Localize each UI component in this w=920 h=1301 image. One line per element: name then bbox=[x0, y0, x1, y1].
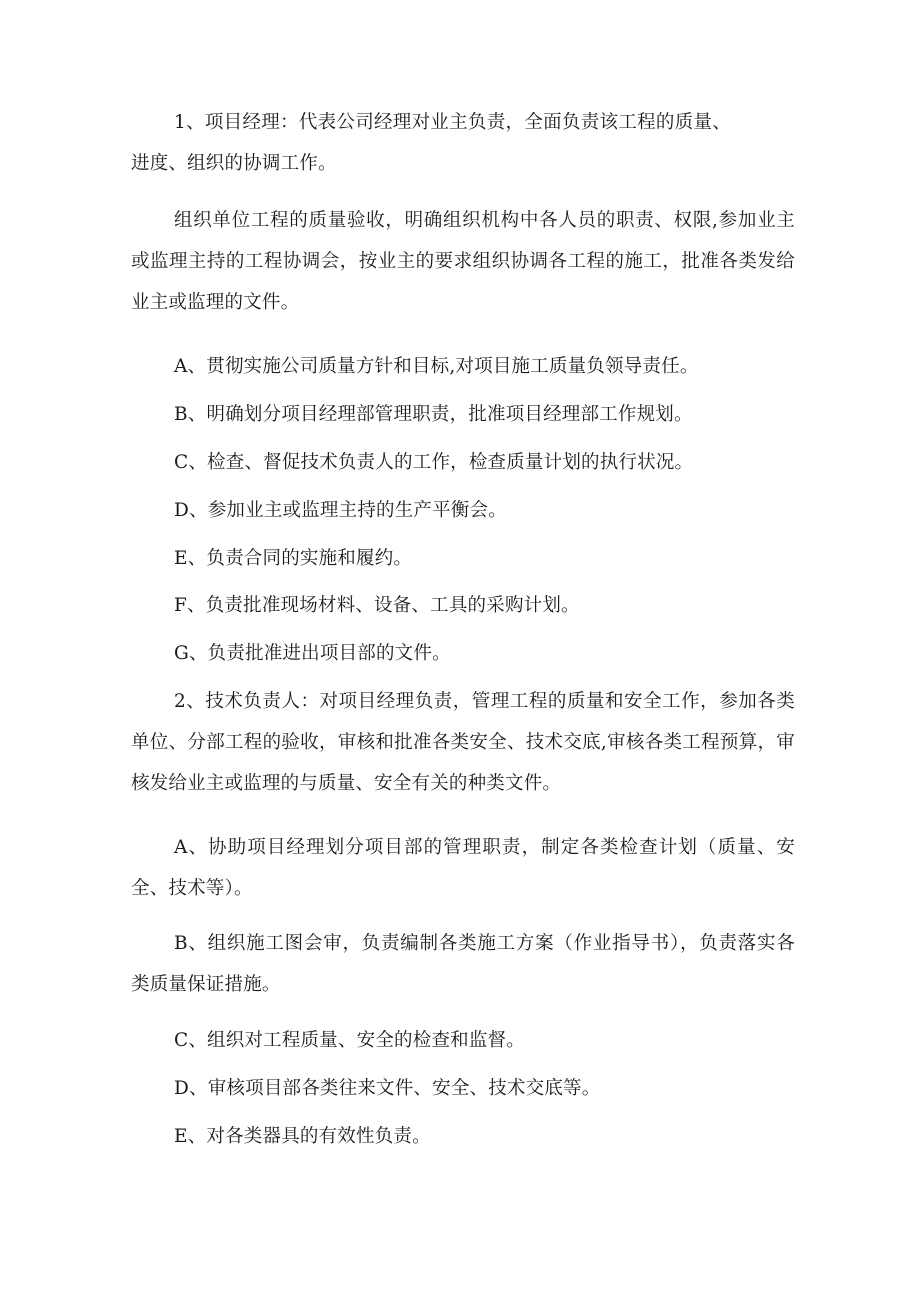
paragraph-tl-a: A、协助项目经理划分项目部的管理职责，制定各类检查计划（质量、安全、技术等）。 bbox=[131, 837, 795, 899]
paragraph-tl-c: C、组织对工程质量、安全的检查和监督。 bbox=[174, 1030, 525, 1051]
paragraph-acceptance: 组织单位工程的质量验收，明确组织机构中各人员的职责、权限,参加业主或监理主持的工程协调会，按业主的要求组织协调各工程的施工，批准各类发给业主或监理的文件。 bbox=[131, 210, 795, 313]
paragraph-pm-c: C、检查、督促技术负责人的工作，检查质量计划的执行状况。 bbox=[174, 452, 694, 473]
paragraph-tl-b: B、组织施工图会审，负责编制各类施工方案（作业指导书），负责落实各类质量保证措施。 bbox=[131, 933, 795, 995]
paragraph-tl-d: D、审核项目部各类往来文件、安全、技术交底等。 bbox=[174, 1078, 601, 1099]
paragraph-pm-e: E、负责合同的实施和履约。 bbox=[174, 548, 413, 569]
paragraph-pm-f: F、负责批准现场材料、设备、工具的采购计划。 bbox=[174, 595, 580, 616]
paragraph-pm-g: G、负责批准进出项目部的文件。 bbox=[174, 643, 451, 664]
paragraph-pm-b: B、明确划分项目经理部管理职责，批准项目经理部工作规划。 bbox=[174, 404, 693, 425]
paragraph-project-manager: 1、项目经理：代表公司经理对业主负责，全面负责该工程的质量、进度、组织的协调工作。 bbox=[131, 112, 731, 174]
paragraph-pm-a: A、贯彻实施公司质量方针和目标,对项目施工质量负领导责任。 bbox=[174, 356, 699, 377]
paragraph-pm-d: D、参加业主或监理主持的生产平衡会。 bbox=[174, 500, 507, 521]
paragraph-tl-e: E、对各类器具的有效性负责。 bbox=[174, 1126, 431, 1147]
paragraph-technical-lead: 2、技术负责人：对项目经理负责，管理工程的质量和安全工作，参加各类单位、分部工程的验收，审核和批准各类安全、技术交底,审核各类工程预算，审核发给业主或监理的与质量、安全有关的种类文件。 bbox=[131, 691, 795, 794]
